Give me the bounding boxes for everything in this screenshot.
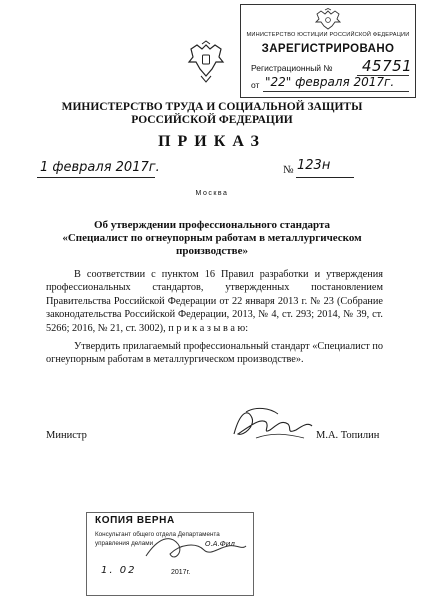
registration-number: 45751 xyxy=(362,57,413,75)
order-number-label: № xyxy=(283,164,294,176)
subject-line3: производстве» xyxy=(176,245,248,257)
registration-stamp xyxy=(240,4,416,98)
coat-of-arms-icon xyxy=(187,40,225,84)
registration-number-label: Регистрационный № xyxy=(251,63,333,73)
ministry-title-line2: РОССИЙСКОЙ ФЕДЕРАЦИИ xyxy=(131,114,293,126)
eagle-emblem-icon xyxy=(313,8,343,30)
handwritten-signature-icon xyxy=(226,404,316,448)
copy-stamp-position: Консультант общего отдела Департамента xyxy=(95,531,220,538)
document-type: ПРИКАЗ xyxy=(158,133,266,150)
signatory-title: Министр xyxy=(46,430,87,441)
order-number-underline xyxy=(296,177,354,178)
stamp-ministry: МИНИСТЕРСТВО ЮСТИЦИИ РОССИЙСКОЙ ФЕДЕРАЦИИ xyxy=(246,32,410,38)
subject-line1: Об утверждении профессионального стандарта xyxy=(93,219,331,231)
order-number: 123н xyxy=(297,158,331,173)
order-subject xyxy=(60,219,364,258)
registration-date: "22" февраля 2017г. xyxy=(265,75,395,89)
copy-signature-icon xyxy=(140,528,250,568)
order-date: 1 февраля 2017г. xyxy=(40,160,160,175)
stamp-status: ЗАРЕГИСТРИРОВАНО xyxy=(261,43,395,55)
copy-stamp-date: 1. 02 xyxy=(101,565,137,576)
city: Москва xyxy=(195,190,229,197)
ministry-title xyxy=(0,101,424,127)
signatory-name: М.А. Топилин xyxy=(316,430,380,441)
subject-line2: «Специалист по огнеупорным работам в металлургическом xyxy=(62,232,362,244)
ministry-title-line1: МИНИСТЕРСТВО ТРУДА И СОЦИАЛЬНОЙ ЗАЩИТЫ xyxy=(61,101,363,113)
copy-stamp-year: 2017г. xyxy=(171,569,191,576)
registration-date-label: от xyxy=(251,80,260,90)
body-paragraph-2: Утвердить прилагаемый профессиональный стандарт «Специалист по огнеупорным работам в металлургическом производстве». xyxy=(46,341,383,366)
body-paragraph-1: В соответствии с пунктом 16 Правил разработки и утверждения профессиональных стандартов, утвержденных постановлением Правительства Российской Федерации от 22 января 2013 г. № 23 (Собрание законодательства Российской Федерации, 2013, № 4, ст. 293; 2014, № 39, ст. 5266; 2016, № 21, ст. 3002), п р и к а з ы в а ю: xyxy=(46,269,383,334)
copy-stamp-title: КОПИЯ ВЕРНА xyxy=(95,515,175,526)
copy-stamp-department: управления делами xyxy=(95,540,154,547)
order-date-underline xyxy=(37,177,155,178)
registration-date-underline xyxy=(263,91,409,92)
copy-stamp-name: О.А.Фил xyxy=(205,540,235,548)
